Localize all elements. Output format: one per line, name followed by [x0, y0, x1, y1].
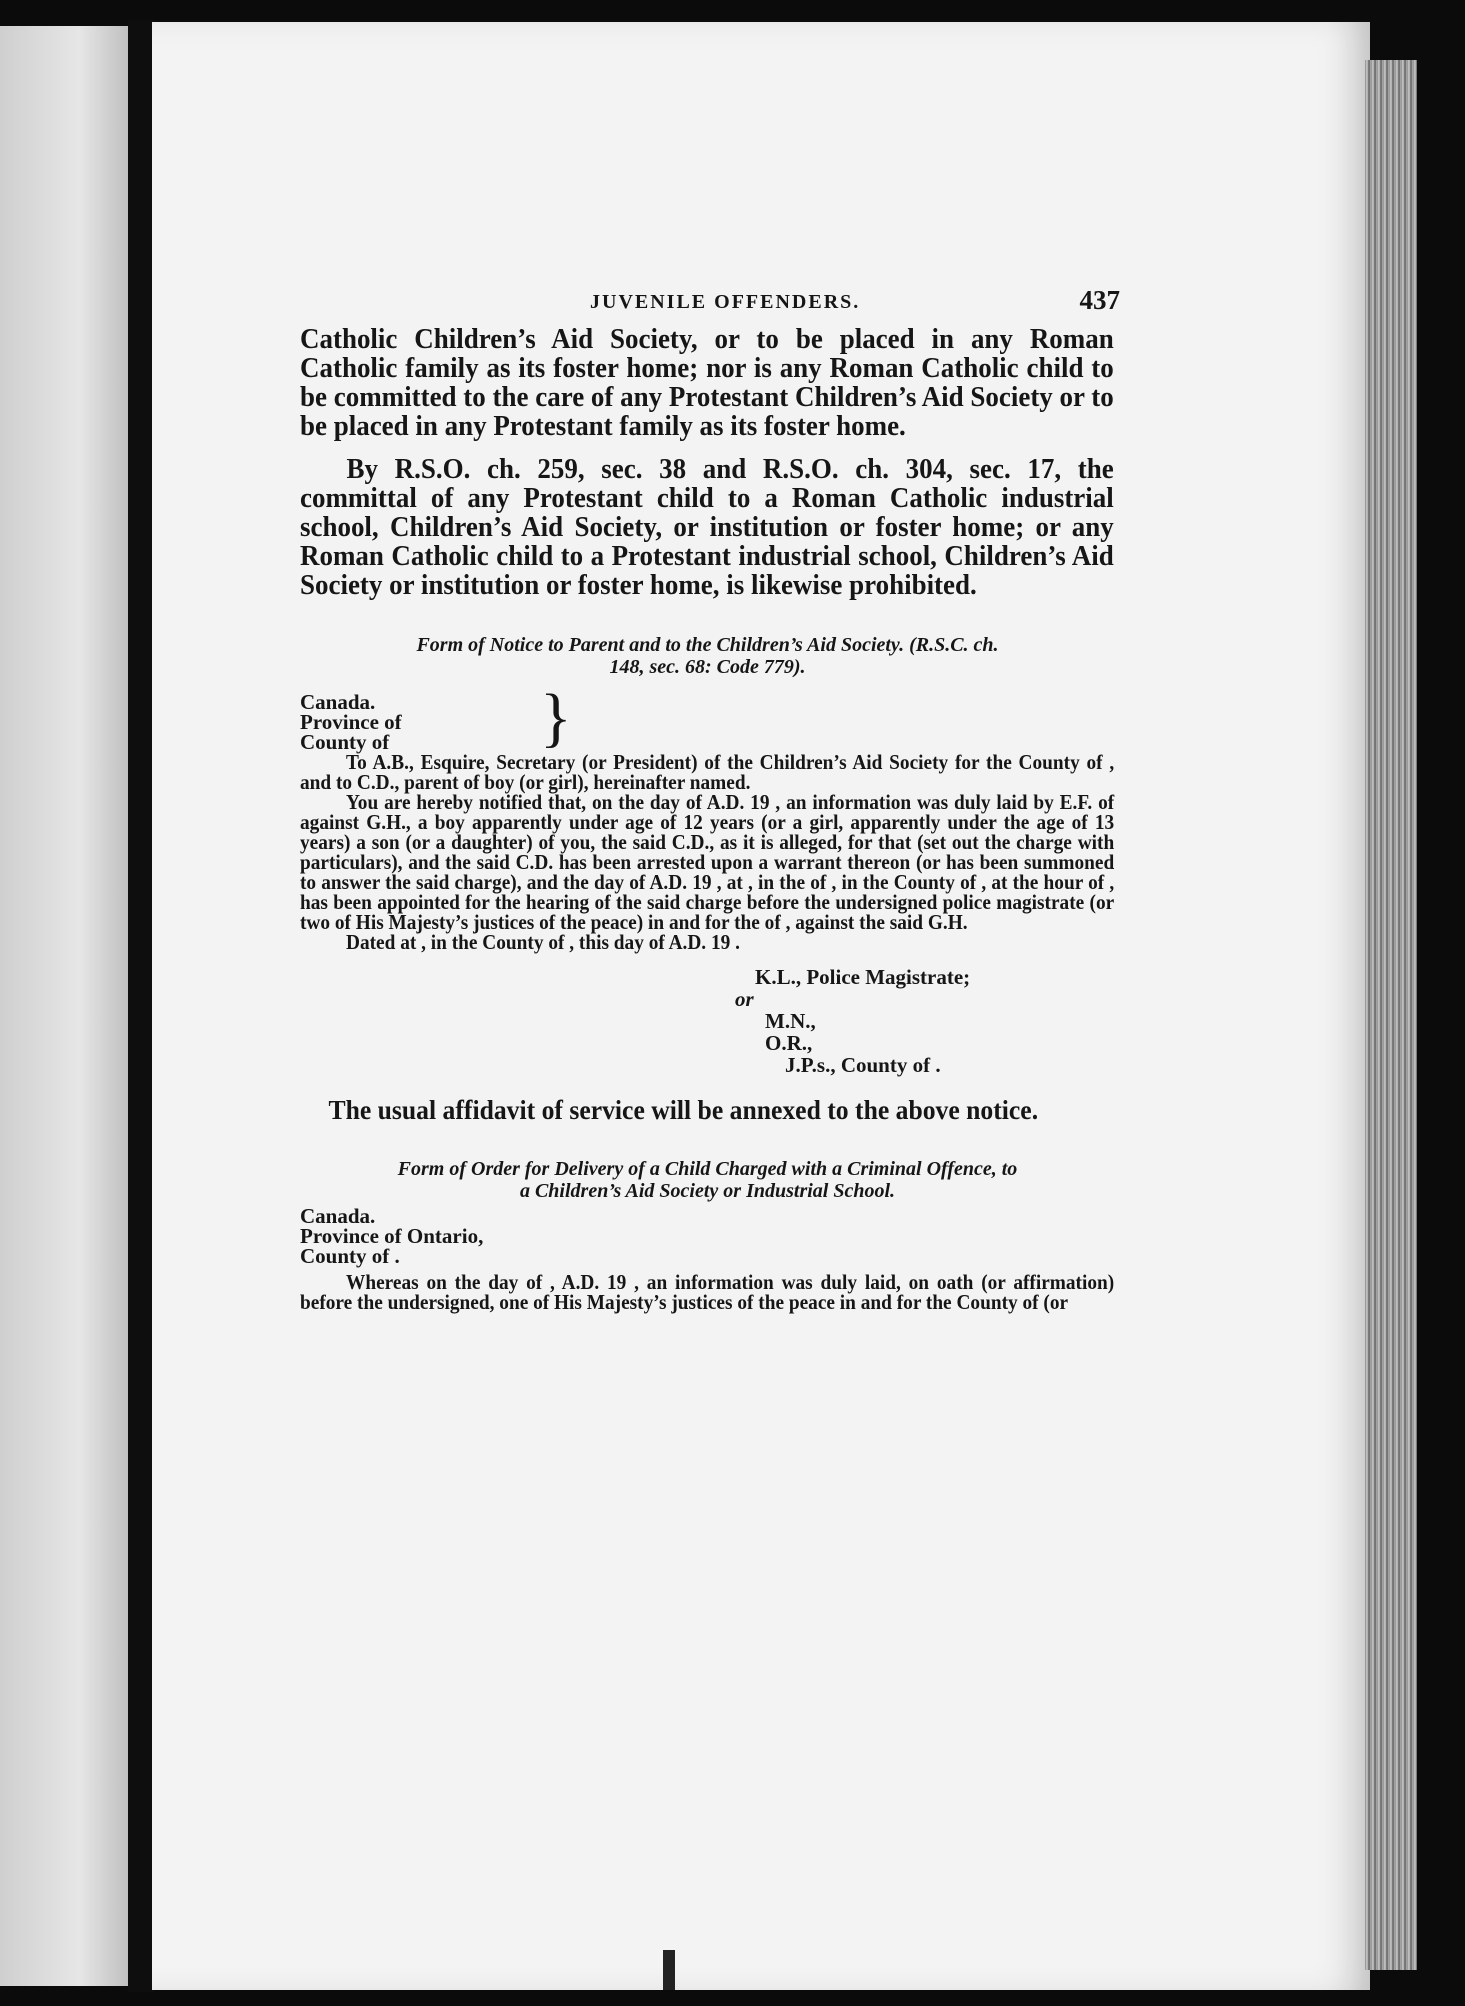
gutter-mark [663, 1950, 675, 1990]
facing-page-edge [0, 26, 132, 1986]
form1-body: You are hereby notified that, on the day of A.D. 19 , an information was duly laid by E.F. of against G.H., a boy apparently under age of 12 years (or a girl, apparently under the age of 13 years) a son (or a daughter) of you, the said C.D., as it is alleged, for that (set out the charge with particulars), and the said C.D. has been arrested upon a warrant thereon (or has been summoned to answer the said charge), and the day of A.D. 19 , at , in the of , in the County of , at the hour of , has been appointed for the hearing of the said charge before the undersigned police magistrate (or two of His Majesty’s justices of the peace) in and for the of , against the said G.H. [300, 790, 1115, 934]
venue-line: County of [300, 730, 390, 754]
signature-line: M.N., [765, 1009, 816, 1033]
signature-or: or [735, 987, 754, 1011]
signature-line: J.P.s., County of . [785, 1053, 941, 1077]
signature-line: O.R., [765, 1031, 813, 1055]
form1-heading-line2: 148, sec. 68: Code 779). [609, 656, 806, 678]
form2-heading-line2: a Children’s Aid Society or Industrial School. [519, 1180, 896, 1202]
running-title: JUVENILE OFFENDERS. [590, 291, 861, 313]
venue-line: Canada. [300, 1204, 376, 1228]
form2-heading [300, 1158, 1115, 1202]
form1-heading-line1: Form of Notice to Parent and to the Children’s Aid Society. (R.S.C. ch. [416, 634, 999, 656]
form2-body: Whereas on the day of , A.D. 19 , an information was duly laid, on oath (or affirmation) before the undersigned, one of His Majesty’s justices of the peace in and for the County of (or [300, 1270, 1115, 1314]
form1-address: To A.B., Esquire, Secretary (or President) of the Children’s Aid Society for the County of , and to C.D., parent of boy (or girl), hereinafter named. [300, 750, 1115, 794]
form2-venue [300, 1206, 1115, 1266]
form1-heading [300, 634, 1115, 678]
venue-line: Province of [300, 710, 402, 734]
venue-line: Province of Ontario, [300, 1224, 484, 1248]
paragraph-prohibition: By R.S.O. ch. 259, sec. 38 and R.S.O. ch. 304, sec. 17, the committal of any Protestant child to a Roman Catholic industrial school, Children’s Aid Society, or institution or foster home; or any Roman Catholic child to a Protestant industrial school, Children’s Aid Society or institution or foster home, is likewise prohibited. [300, 453, 1114, 601]
page-content [300, 285, 1120, 1314]
paragraph-continuation: Catholic Children’s Aid Society, or to be placed in any Roman Catholic family as its foster home; nor is any Roman Catholic child to be committed to the care of any Protestant Children’s Aid Society or to be placed in any Protestant family as its foster home. [300, 323, 1114, 442]
form1-venue [300, 681, 1115, 754]
gutter-shadow [128, 20, 154, 1992]
venue-line: Canada. [300, 690, 376, 714]
form1-signature [735, 965, 1115, 1077]
page-fore-edge [1365, 60, 1417, 1970]
form1-dated: Dated at , in the County of , this day of A.D. 19 . [346, 930, 740, 954]
venue-line: County of . [300, 1244, 400, 1268]
brace-glyph: } [540, 681, 572, 754]
signature-line: K.L., Police Magistrate; [755, 965, 971, 989]
affidavit-note: The usual affidavit of service will be annexed to the above notice. [328, 1095, 1039, 1125]
page-number: 437 [1079, 285, 1120, 315]
running-head [300, 285, 1120, 325]
form2-heading-line1: Form of Order for Delivery of a Child Charged with a Criminal Offence, to [397, 1158, 1018, 1180]
